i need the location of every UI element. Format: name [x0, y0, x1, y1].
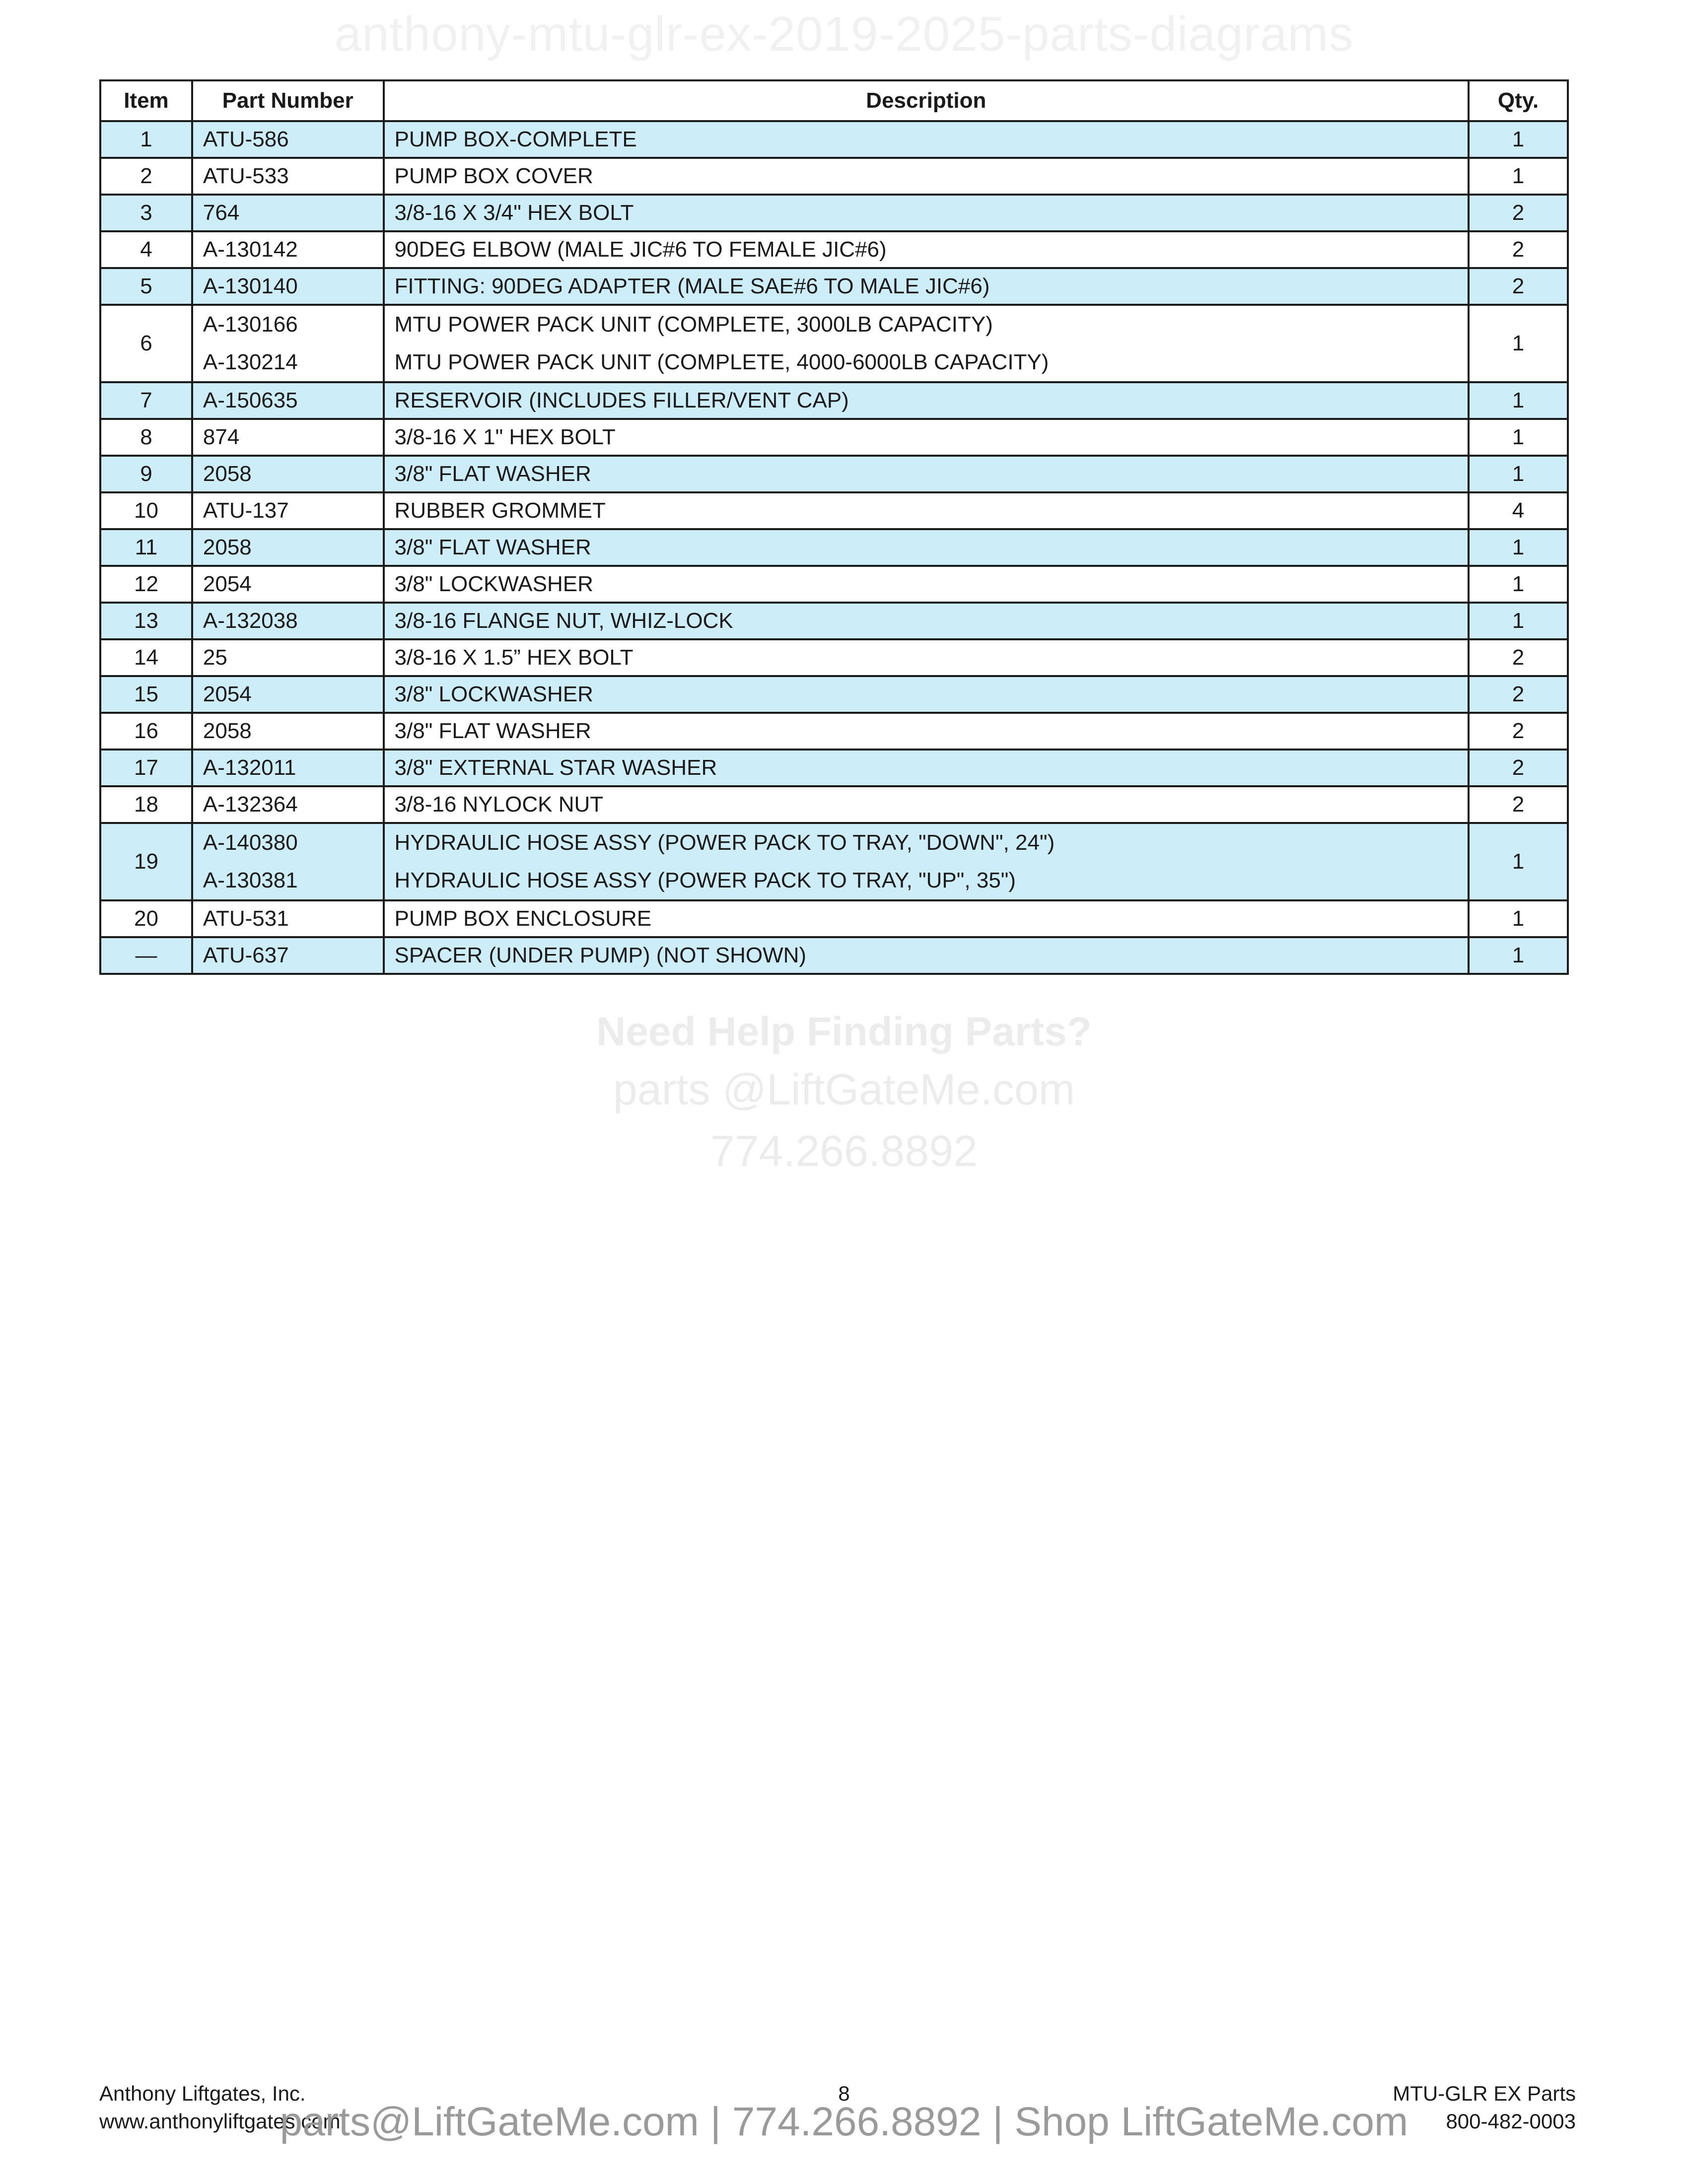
qty-cell: 1	[1469, 305, 1568, 382]
parts-table	[99, 79, 1569, 975]
description-text: 3/8" FLAT WASHER	[394, 719, 591, 743]
description-cell	[384, 456, 1469, 492]
table-row	[100, 937, 1568, 974]
part-number-cell	[192, 492, 384, 529]
item-cell: 15	[100, 676, 192, 713]
part-number-cell	[192, 566, 384, 603]
item-cell: 13	[100, 603, 192, 639]
item-cell: 7	[100, 382, 192, 419]
footer-banner: parts@LiftGateMe.com | 774.266.8892 | Shop LiftGateMe.com	[280, 2099, 1408, 2144]
item-cell: 18	[100, 786, 192, 823]
qty-cell: 2	[1469, 750, 1568, 786]
table-row	[100, 823, 1568, 900]
part-number: A-130214	[203, 350, 298, 374]
description-text: 3/8-16 NYLOCK NUT	[394, 792, 604, 817]
description-cell	[384, 937, 1469, 974]
part-number: ATU-533	[203, 164, 289, 188]
description-cell	[384, 231, 1469, 268]
watermark-phone-lower: 774.266.8892	[710, 1126, 978, 1175]
part-number: A-140380	[203, 830, 298, 855]
qty-cell: 1	[1469, 419, 1568, 456]
part-number: A-130166	[203, 312, 298, 337]
part-number: 2058	[203, 462, 252, 486]
part-number: ATU-531	[203, 906, 289, 931]
table-row	[100, 566, 1568, 603]
part-number: A-132364	[203, 792, 298, 817]
description-text: 3/8" LOCKWASHER	[394, 572, 593, 596]
part-number-cell	[192, 676, 384, 713]
part-number-cell	[192, 713, 384, 750]
description-text: 3/8-16 X 1" HEX BOLT	[394, 425, 616, 449]
header-part-number: Part Number	[192, 80, 384, 121]
table-row	[100, 750, 1568, 786]
part-number-cell	[192, 121, 384, 158]
qty-cell: 1	[1469, 529, 1568, 566]
description-text: MTU POWER PACK UNIT (COMPLETE, 4000-6000LB CAPACITY)	[394, 350, 1049, 374]
description-text: 3/8-16 FLANGE NUT, WHIZ-LOCK	[394, 609, 733, 633]
part-number-cell	[192, 268, 384, 305]
table-row	[100, 900, 1568, 937]
part-number-cell	[192, 900, 384, 937]
part-number: A-130381	[203, 868, 298, 892]
description-text: SPACER (UNDER PUMP) (NOT SHOWN)	[394, 943, 807, 967]
part-number: A-130140	[203, 274, 298, 298]
item-cell: 16	[100, 713, 192, 750]
part-number: 25	[203, 645, 227, 670]
part-number-cell	[192, 419, 384, 456]
description-text: 3/8-16 X 1.5” HEX BOLT	[394, 645, 633, 670]
item-cell: 12	[100, 566, 192, 603]
part-number-cell	[192, 639, 384, 676]
table-header-row	[100, 80, 1568, 121]
description-cell	[384, 121, 1469, 158]
qty-cell: 2	[1469, 639, 1568, 676]
description-text: MTU POWER PACK UNIT (COMPLETE, 3000LB CAPACITY)	[394, 312, 993, 337]
part-number-cell	[192, 158, 384, 195]
part-number: ATU-586	[203, 127, 289, 151]
description-cell	[384, 382, 1469, 419]
table-row	[100, 456, 1568, 492]
description-text: 90DEG ELBOW (MALE JIC#6 TO FEMALE JIC#6)	[394, 237, 887, 262]
part-number: A-150635	[203, 388, 298, 412]
description-text: PUMP BOX COVER	[394, 164, 593, 188]
item-cell: 17	[100, 750, 192, 786]
table-row	[100, 603, 1568, 639]
qty-cell: 1	[1469, 937, 1568, 974]
footer-website: www.anthonyliftgates.com	[99, 2110, 341, 2133]
description-text: PUMP BOX ENCLOSURE	[394, 906, 652, 931]
footer-phone: 800-482-0003	[1446, 2110, 1576, 2133]
table-row	[100, 305, 1568, 382]
qty-cell: 2	[1469, 676, 1568, 713]
qty-cell: 2	[1469, 231, 1568, 268]
table-row	[100, 529, 1568, 566]
description-text: 3/8" EXTERNAL STAR WASHER	[394, 755, 717, 780]
description-text: RESERVOIR (INCLUDES FILLER/VENT CAP)	[394, 388, 849, 412]
description-cell	[384, 419, 1469, 456]
description-cell	[384, 786, 1469, 823]
part-number: A-132011	[203, 755, 296, 780]
qty-cell: 1	[1469, 603, 1568, 639]
part-number-cell	[192, 603, 384, 639]
qty-cell: 2	[1469, 713, 1568, 750]
table-row	[100, 231, 1568, 268]
item-cell: 8	[100, 419, 192, 456]
description-cell	[384, 676, 1469, 713]
part-number: A-130142	[203, 237, 298, 262]
qty-cell: 1	[1469, 121, 1568, 158]
table-row	[100, 195, 1568, 231]
table-row	[100, 713, 1568, 750]
description-cell	[384, 713, 1469, 750]
part-number-cell	[192, 195, 384, 231]
description-cell	[384, 195, 1469, 231]
qty-cell: 1	[1469, 566, 1568, 603]
description-cell	[384, 566, 1469, 603]
description-text: HYDRAULIC HOSE ASSY (POWER PACK TO TRAY, "DOWN", 24")	[394, 830, 1055, 855]
table-row	[100, 158, 1568, 195]
table-row	[100, 382, 1568, 419]
qty-cell: 2	[1469, 786, 1568, 823]
description-text: PUMP BOX-COMPLETE	[394, 127, 637, 151]
table-row	[100, 639, 1568, 676]
item-cell: 6	[100, 305, 192, 382]
description-cell	[384, 492, 1469, 529]
part-number: A-132038	[203, 609, 298, 633]
footer-doc-title: MTU-GLR EX Parts	[1393, 2082, 1576, 2105]
description-cell	[384, 750, 1469, 786]
item-cell: 19	[100, 823, 192, 900]
item-cell: 4	[100, 231, 192, 268]
qty-cell: 2	[1469, 268, 1568, 305]
page-number: 8	[838, 2082, 850, 2105]
header-qty: Qty.	[1469, 80, 1568, 121]
part-number-cell	[192, 305, 384, 382]
item-cell: 11	[100, 529, 192, 566]
part-number-cell	[192, 382, 384, 419]
qty-cell: 1	[1469, 456, 1568, 492]
item-cell: —	[100, 937, 192, 974]
description-text: HYDRAULIC HOSE ASSY (POWER PACK TO TRAY, "UP", 35")	[394, 868, 1016, 892]
part-number: ATU-637	[203, 943, 289, 967]
part-number-cell	[192, 786, 384, 823]
part-number-cell	[192, 823, 384, 900]
description-cell	[384, 158, 1469, 195]
qty-cell: 2	[1469, 195, 1568, 231]
table-row	[100, 492, 1568, 529]
item-cell: 10	[100, 492, 192, 529]
item-cell: 3	[100, 195, 192, 231]
table-row	[100, 676, 1568, 713]
qty-cell: 1	[1469, 900, 1568, 937]
part-number: 2058	[203, 719, 252, 743]
part-number-cell	[192, 937, 384, 974]
watermark-email-lower: parts @LiftGateMe.com	[613, 1065, 1075, 1114]
description-cell	[384, 268, 1469, 305]
parts-table-body	[100, 121, 1568, 974]
part-number: 874	[203, 425, 240, 449]
header-item: Item	[100, 80, 192, 121]
part-number-cell	[192, 456, 384, 492]
part-number: 2054	[203, 572, 252, 596]
item-cell: 5	[100, 268, 192, 305]
header-description: Description	[384, 80, 1469, 121]
item-cell: 2	[100, 158, 192, 195]
description-text: 3/8" LOCKWASHER	[394, 682, 593, 706]
item-cell: 14	[100, 639, 192, 676]
description-text: 3/8" FLAT WASHER	[394, 462, 591, 486]
description-text: 3/8-16 X 3/4" HEX BOLT	[394, 201, 634, 225]
description-cell	[384, 900, 1469, 937]
part-number-cell	[192, 231, 384, 268]
qty-cell: 1	[1469, 382, 1568, 419]
qty-cell: 1	[1469, 158, 1568, 195]
qty-cell: 4	[1469, 492, 1568, 529]
watermark-help-heading-lower: Need Help Finding Parts?	[596, 1009, 1092, 1054]
part-number: ATU-137	[203, 498, 289, 523]
table-row	[100, 786, 1568, 823]
part-number: 2054	[203, 682, 252, 706]
description-cell	[384, 639, 1469, 676]
part-number: 2058	[203, 535, 252, 559]
qty-cell: 1	[1469, 823, 1568, 900]
item-cell: 1	[100, 121, 192, 158]
table-row	[100, 268, 1568, 305]
item-cell: 9	[100, 456, 192, 492]
part-number-cell	[192, 529, 384, 566]
description-cell	[384, 529, 1469, 566]
part-number-cell	[192, 750, 384, 786]
footer-company: Anthony Liftgates, Inc.	[99, 2082, 306, 2105]
table-row	[100, 121, 1568, 158]
description-cell	[384, 305, 1469, 382]
description-text: RUBBER GROMMET	[394, 498, 606, 523]
watermark-title: anthony-mtu-glr-ex-2019-2025-parts-diagrams	[334, 6, 1354, 61]
description-cell	[384, 823, 1469, 900]
table-row	[100, 419, 1568, 456]
description-text: 3/8" FLAT WASHER	[394, 535, 591, 559]
part-number: 764	[203, 201, 240, 225]
description-cell	[384, 603, 1469, 639]
description-text: FITTING: 90DEG ADAPTER (MALE SAE#6 TO MALE JIC#6)	[394, 274, 990, 298]
item-cell: 20	[100, 900, 192, 937]
